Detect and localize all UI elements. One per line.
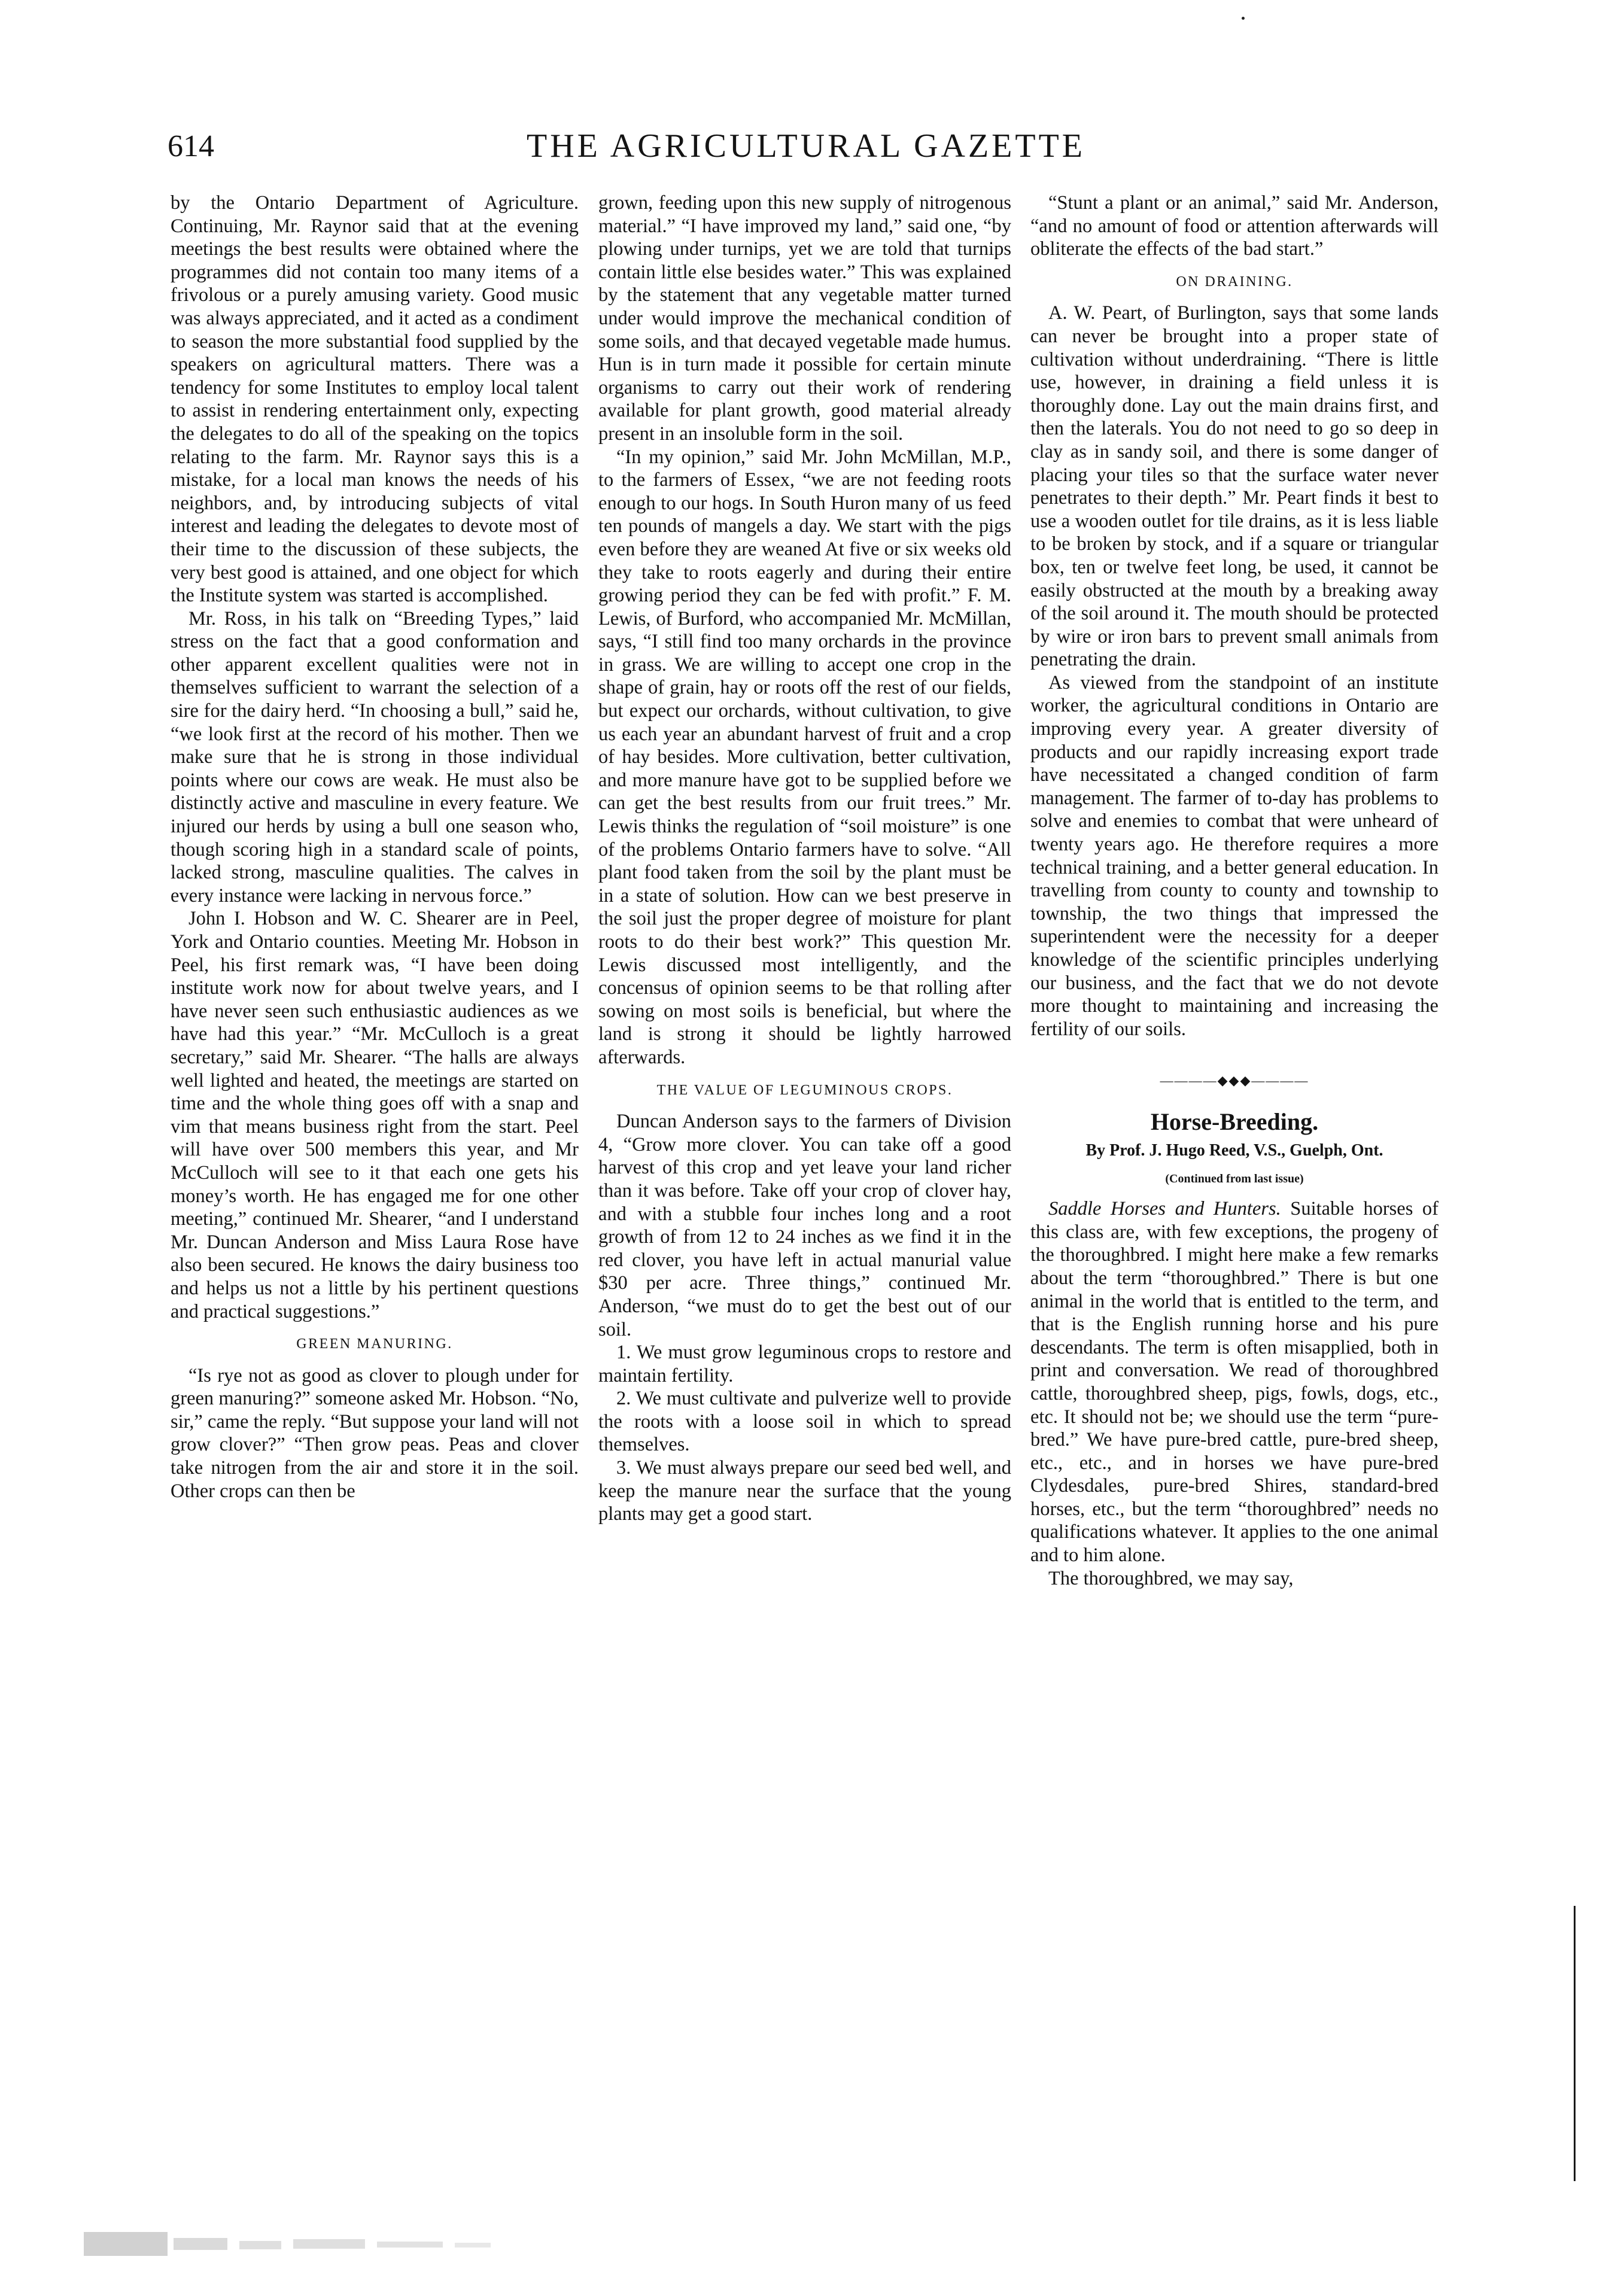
binding-edge-line <box>1574 1906 1576 2181</box>
paragraph: John I. Hobson and W. C. Shearer are in Peel, York and Ontario counties. Meeting Mr. Hobson in Peel, his first remark was, “I have been doing institute work now for about twelve years, and I have never seen such enthusiastic audiences as we have had this year.” “Mr. McCulloch is a great secretary,” said Mr. Shearer. “The halls are always well lighted and heated, the meetings are started on time and the whole thing goes off with a snap and vim that means business right from the start. Peel will have over 500 members this year, and Mr McCulloch will see to it that each one gets his money’s worth. He has engaged me for one other meeting,” continued Mr. Shearer, “and I understand Mr. Duncan Anderson and Miss Laura Rose have also been secured. He knows the dairy business too and helps us not a little by his pertinent questions and practical suggestions.” <box>171 908 579 1322</box>
paragraph: Mr. Ross, in his talk on “Breeding Types,” laid stress on the fact that a good conformation and other apparent excellent qualities were not in themselves sufficient to warrant the selection of a sire for the dairy herd. “In choosing a bull,” said he, “we look first at the record of his mother. Then we make sure that he is strong in those individual points where our cows are weak. He must also be distinctly active and masculine in every feature. We injured our herds by using a bull one season who, though scoring high in a standard scale of points, lacked strong, masculine qualities. The calves in every instance were lacking in nervous force.” <box>171 607 579 907</box>
column-3 <box>1030 191 1438 1590</box>
paragraph: The thoroughbred, we may say, <box>1048 1567 1294 1589</box>
page-number: 614 <box>168 129 214 163</box>
paragraph: “In my opinion,” said Mr. John McMillan, M.P., to the farmers of Essex, “we are not feeding roots enough to our hogs. In South Huron many of us feed ten pounds of mangels a day. We start with the pigs even before they are weaned At five or six weeks old they take to roots eagerly and during their entire growing period they can be fed with profit.” F. M. Lewis, of Burford, who accompanied Mr. McMillan, says, “I still find too many orchards in the province in grass. We are willing to accept one crop in the shape of grain, hay or roots off the rest of our fields, but expect our orchards, without cultivation, to give us each year an abundant harvest of fruit and a crop of hay besides. More cultivation, better cultivation, and more manure have got to be supplied before we can get the best results from our fruit trees.” Mr. Lewis thinks the regulation of “soil moisture” is one of the problems Ontario farmers have to solve. “All plant food taken from the soil by the plant must be in a state of solution. How can we best preserve in the soil just the proper degree of moisture for plant roots to do their best work?” This question Mr. Lewis discussed most intelligently, and the concensus of opinion seems to be that rolling after sowing on most soils is beneficial, but where the land is strong it should be lightly harrowed afterwards. <box>598 446 1011 1068</box>
paragraph: A. W. Peart, of Burlington, says that some lands can never be brought into a proper state of cultivation without underdraining. “There is little use, however, in draining a field unless it is thoroughly done. Lay out the main drains first, and then the laterals. You do not need to go so deep in clay as in sandy soil, and there is some danger of placing your tiles so that the surface water never penetrates to their depth.” Mr. Peart finds it best to use a wooden outlet for tile drains, as it is less liable to be broken by stock, and if a square or triangular box, ten or twelve feet long, be used, it cannot be easily obstructed at the mouth by a breaking away of the soil around it. The mouth should be protected by wire or iron bars to prevent small animals from penetrating the drain. <box>1030 302 1438 671</box>
paragraph: As viewed from the standpoint of an institute worker, the agricultural conditions in Ontario are improving every year. A greater diversity of products and our rapidly increasing export trade have necessitated a changed condition of farm management. The farmer of to-day has problems to solve and enemies to combat that were unheard of twenty years ago. He therefore requires a more technical training, and a better general education. In travelling from county to county and township to township, the two things that impressed the superintendent were the necessity for a deeper knowledge of the scientific principles underlying our business, and the fact that we do not devote more thought to maintaining and increasing the fertility of our soils. <box>1030 671 1438 1040</box>
paragraph: “Is rye not as good as clover to plough under for green manuring?” someone asked Mr. Hobson. “No, sir,” came the reply. “But suppose your land will not grow clover?” “Then grow peas. Peas and clover take nitrogen from the air and store it in the soil. Other crops can then be <box>171 1364 579 1502</box>
section-divider-ornament: ————◆◆◆———— <box>1160 1073 1309 1088</box>
paragraph: grown, feeding upon this new supply of nitrogenous material.” “I have improved my land,” said one, “by plowing under turnips, yet we are told that turnips contain little else besides water.” This was explained by the statement that any vegetable matter turned under would improve the mechanical condition of some soils, and that decayed vegetable made humus. Hun is in turn made it possible for certain minute organisms to carry out their work of rendering available for plant growth, good material already present in an insoluble form in the soil. <box>598 192 1011 445</box>
run-in-heading: Saddle Horses and Hunters. <box>1048 1198 1281 1220</box>
column-2 <box>598 191 1011 1526</box>
list-item: 2. We must cultivate and pulverize well to provide the roots with a loose soil in which to spread themselves. <box>598 1388 1011 1456</box>
paragraph: by the Ontario Department of Agriculture. Continuing, Mr. Raynor said that at the evening meetings the best results were obtained where the programmes did not contain too many items of a frivolous or a purely amusing variety. Good music was always appreciated, and it acted as a condiment to season the more substantial food supplied by the speakers on agricultural matters. There was a tendency for some Institutes to employ local talent to assist in rendering entertainment only, expecting the delegates to do all of the speaking on the topics relating to the farm. Mr. Raynor says this is a mistake, for a local man knows the needs of his neighbors, and, by introducing subjects of vital interest and leading the delegates to devote most of their time to the discussion of these subjects, the very best good is attained, and one object for which the Institute system was started is accomplished. <box>171 192 579 607</box>
continued-note: (Continued from last issue) <box>1165 1172 1304 1185</box>
article-title: Horse-Breeding. <box>1150 1108 1319 1135</box>
running-head: THE AGRICULTURAL GAZETTE <box>527 127 1085 165</box>
scan-speck <box>1242 17 1245 20</box>
paragraph: Duncan Anderson says to the farmers of Division 4, “Grow more clover. You can take off a good harvest of this crop and yet leave your land richer than it was before. Take off your crop of clover hay, and with a stubble four inches long and a root growth of from 12 to 24 inches as we find it in the red clover, you have left in actual manurial value $30 per acre. Three things,” continued Mr. Anderson, “we must do to get the best out of our soil. <box>598 1111 1011 1340</box>
scan-smudge <box>84 2214 562 2268</box>
byline: By Prof. J. Hugo Reed, V.S., Guelph, Ont. <box>1085 1141 1383 1160</box>
section-subhead: ON DRAINING. <box>1176 273 1293 290</box>
paragraph-text: Suitable horses of this class are, with few exceptions, the progeny of the thoroughbred. I might here make a few remarks about the term “thoroughbred.” There is but one animal in the world that is entitled to the term, and that is the English running horse and his pure descendants. The term is often misapplied, both in print and conversation. We read of thoroughbred cattle, thoroughbred sheep, pigs, fowls, dogs, etc., etc. It should not be; we should use the term “pure-bred.” We have pure-bred cattle, pure-bred sheep, etc., etc., and in horses we have pure-bred Clydesdales, pure-bred Shires, standard-bred horses, etc., but the term “thoroughbred” needs no qualifications whatever. It applies to the one animal and to him alone. <box>1030 1198 1438 1567</box>
section-subhead: THE VALUE OF LEGUMINOUS CROPS. <box>656 1082 953 1098</box>
list-item: 1. We must grow leguminous crops to restore and maintain fertility. <box>598 1342 1011 1386</box>
list-item: 3. We must always prepare our seed bed well, and keep the manure near the surface that the young plants may get a good start. <box>598 1457 1011 1525</box>
column-1 <box>171 191 579 1503</box>
paragraph: “Stunt a plant or an animal,” said Mr. Anderson, “and no amount of food or attention afterwards will obliterate the effects of the bad start.” <box>1030 192 1438 260</box>
section-subhead: GREEN MANURING. <box>296 1336 453 1352</box>
paragraph <box>1030 1197 1438 1567</box>
